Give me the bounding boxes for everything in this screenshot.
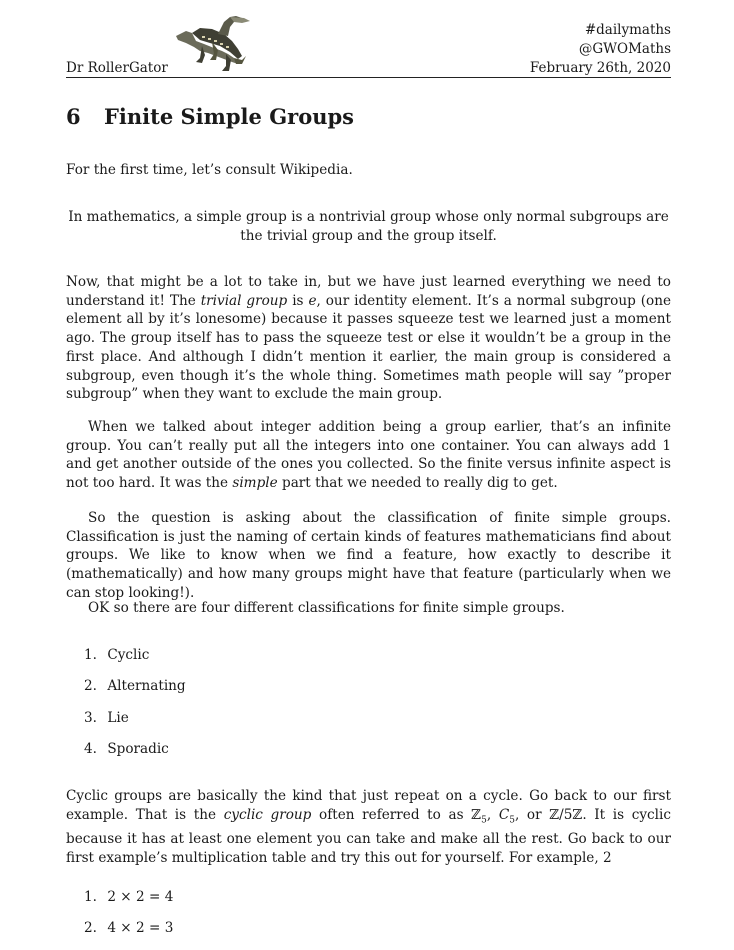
section-title-text: Finite Simple Groups	[104, 104, 354, 129]
paragraph-trivial-group: Now, that might be a lot to take in, but we have just learned everything we need to understand it! The trivial group is e, our identity element. It’s a normal subgroup (one element all by it’s lonesome) because it passes squeeze test we learned just a moment ago. The group itself has to pass the squeeze test or else it wouldn’t be a group in the first place. And although I didn’t mention it earlier, the main group is considered a subgroup, even though it’s the whole thing. Sometimes math people will say ”proper subgroup” when they want to exclude the main group.	[66, 274, 671, 403]
section-title	[66, 104, 354, 129]
alligator-icon	[172, 14, 254, 76]
date: February 26th, 2020	[529, 60, 671, 76]
wikipedia-quote: In mathematics, a simple group is a nontrivial group whose only normal subgroups are the trivial group and the group itself.	[68, 209, 669, 244]
classification-list	[84, 646, 186, 771]
hashtag: #dailymaths	[584, 22, 671, 38]
list-item: 1. 2 × 2 = 4	[84, 889, 174, 905]
list-item: 2. Alternating	[84, 678, 186, 695]
list-item: 3. Lie	[84, 709, 129, 726]
list-item: 2. 4 × 2 = 3	[84, 920, 174, 936]
paragraph-four-classifications: OK so there are four different classifications for finite simple groups.	[88, 600, 565, 616]
list-item: 4. Sporadic	[84, 740, 169, 757]
list-item: 1. Cyclic	[84, 647, 150, 663]
header-right	[530, 21, 671, 78]
example-list	[84, 888, 173, 950]
paragraph-intro: For the first time, let’s consult Wikipedia.	[66, 162, 353, 178]
paragraph-classification: So the question is asking about the classification of finite simple groups. Classification is just the naming of certain kinds of features mathematicians find about groups. We like to know when we find a feature, how exactly to describe it (mathematically) and how many groups might have that feature (particularly when we can stop looking!).	[66, 510, 671, 601]
paragraph-infinite-group: When we talked about integer addition being a group earlier, that’s an infinite group. You can’t really put all the integers into one container. You can always add 1 and get another outside of the ones you collected. So the finite versus infinite aspect is not too hard. It was the simple part that we needed to really dig to get.	[66, 419, 671, 492]
paragraph-cyclic-groups: Cyclic groups are basically the kind that just repeat on a cycle. Go back to our first example. That is the cyclic group often referred to as ℤ$_5$, $C_5$, or ℤ/5ℤ. It is cyclic because it has at least one element you can take and make all the rest. Go back to our first example’s multiplication table and try this out for yourself. For example, 2	[66, 788, 671, 866]
twitter-handle: @GWOMaths	[578, 41, 671, 57]
header-divider	[66, 77, 671, 78]
section-number: 6	[66, 104, 81, 129]
author-name: Dr RollerGator	[66, 60, 168, 76]
